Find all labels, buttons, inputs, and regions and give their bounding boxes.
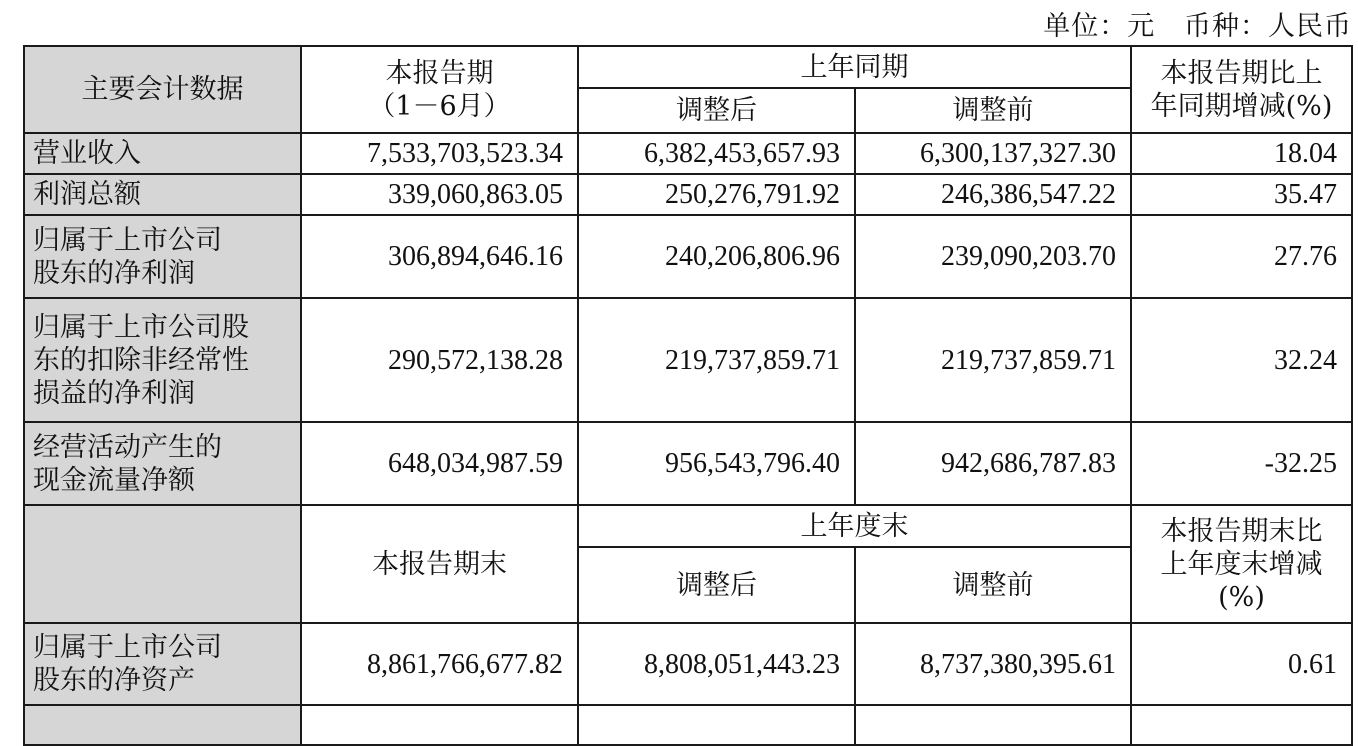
cell-current: 290,572,138.28 [301,298,578,422]
row-label-line: 营业收入 [33,138,141,169]
header-adjusted-after: 调整后 [578,88,855,133]
row-label [24,623,301,705]
cell-current: 7,533,703,523.34 [301,133,578,174]
table-row [24,215,1352,298]
cell-adjusted-after: 956,543,796.40 [578,422,855,505]
header2-blank [24,505,301,623]
row-label-line: 现金流量净额 [33,464,195,496]
cell-adjusted-before: 8,737,380,395.61 [855,623,1131,705]
row-label-line: 归属于上市公司 [33,632,222,663]
table-row [24,422,1352,505]
row-label-line: 经营活动产生的 [33,431,222,463]
header-current-period-line2: （1－6月） [368,90,511,122]
row-label-line: 东的扣除非经常性 [33,344,249,376]
cell-adjusted-after: 8,808,051,443.23 [578,623,855,705]
cell-current: 8,861,766,677.82 [301,623,578,705]
header-current-period [301,46,578,133]
row-label [24,298,301,422]
cell-current: 339,060,863.05 [301,174,578,215]
header-change-line2: 年同期增减(%) [1150,90,1333,122]
cell-change [1131,705,1352,745]
header2-change-line3: (%) [1218,581,1265,613]
header2-prior-year-end-group: 上年度末 [578,505,1131,547]
table-row [24,298,1352,422]
table-row-cutoff [24,705,1352,745]
cell-adjusted-after: 219,737,859.71 [578,298,855,422]
row-label-line: 归属于上市公司股 [33,311,249,343]
cell-adjusted-after: 240,206,806.96 [578,215,855,298]
cell-adjusted-before: 239,090,203.70 [855,215,1131,298]
row-label-line: 股东的净资产 [33,665,195,696]
cell-adjusted-before: 6,300,137,327.30 [855,133,1131,174]
unit-currency-note: 单位：元 币种：人民币 [1043,11,1352,42]
cell-adjusted-before [855,705,1131,745]
row-label [24,422,301,505]
row-label-line: 股东的净利润 [33,257,195,289]
header-change [1131,46,1352,133]
cell-adjusted-before: 942,686,787.83 [855,422,1131,505]
cell-change: -32.25 [1131,422,1352,505]
cell-change: 35.47 [1131,174,1352,215]
header2-change-line1: 本报告期末比 [1160,515,1323,547]
cell-adjusted-after [578,705,855,745]
header2-adjusted-after: 调整后 [578,547,855,623]
cell-current [301,705,578,745]
header2-change [1131,505,1352,623]
row-label [24,174,301,215]
cell-current: 648,034,987.59 [301,422,578,505]
key-financial-data-table [23,45,1353,746]
header2-current-end: 本报告期末 [301,505,578,623]
row-label-cell [24,705,301,745]
row-label-line: 归属于上市公司 [33,224,222,256]
cell-adjusted-before: 246,386,547.22 [855,174,1131,215]
row-label [24,133,301,174]
cell-change: 0.61 [1131,623,1352,705]
cell-change: 32.24 [1131,298,1352,422]
header2-adjusted-before: 调整前 [855,547,1131,623]
header-main-data: 主要会计数据 [24,46,301,133]
header-adjusted-before: 调整前 [855,88,1131,133]
table-row [24,623,1352,705]
table-row [24,133,1352,174]
row-label [24,215,301,298]
cell-adjusted-after: 6,382,453,657.93 [578,133,855,174]
cell-adjusted-before: 219,737,859.71 [855,298,1131,422]
header-prior-period-group: 上年同期 [578,46,1131,88]
cell-change: 18.04 [1131,133,1352,174]
cell-change: 27.76 [1131,215,1352,298]
cell-adjusted-after: 250,276,791.92 [578,174,855,215]
header-current-period-line1: 本报告期 [385,57,494,89]
header-change-line1: 本报告期比上 [1160,57,1323,89]
cell-current: 306,894,646.16 [301,215,578,298]
row-label-line: 损益的净利润 [33,377,195,409]
row-label-line: 利润总额 [33,179,141,210]
table-row [24,174,1352,215]
header2-change-line2: 上年度末增减 [1160,548,1323,580]
